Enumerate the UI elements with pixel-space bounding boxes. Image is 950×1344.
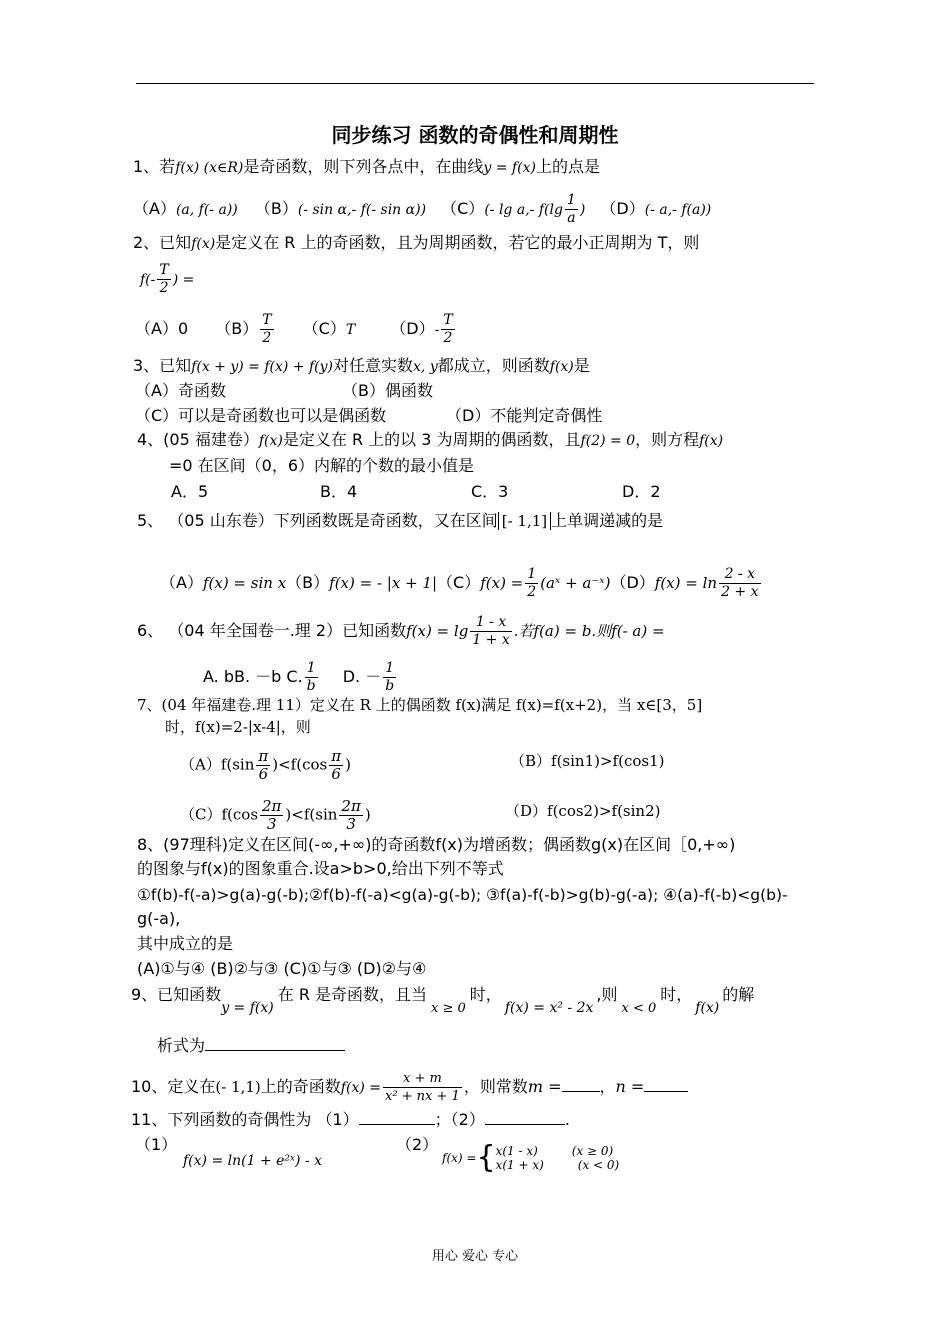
option-label: （A） [133, 199, 176, 218]
q10-interval: (- 1,1) [215, 1078, 261, 1096]
q6-option-c [305, 660, 318, 695]
option-label: （D） [390, 319, 435, 338]
question-10 [131, 1070, 688, 1105]
q11-case-2-condition: (x < 0) [577, 1157, 620, 1172]
q7-option-a [180, 748, 351, 783]
q3-option-b: （B）偶函数 [342, 381, 433, 400]
q1-option-c-tail: ) [579, 202, 586, 218]
q5-option-c-fraction [525, 566, 538, 601]
q2-option-c: T [345, 322, 356, 338]
q3-text: 3、已知 [133, 356, 192, 375]
option-label: （A） [160, 573, 203, 592]
q4-option-a: A．5 [171, 482, 209, 501]
q2-option-d-sign: - [434, 322, 440, 338]
q3-option-c: （C）可以是奇函数也可以是偶函数 [135, 406, 387, 425]
q2-option-d [441, 312, 454, 347]
fraction-numerator: π [258, 747, 269, 765]
question-1-stem [133, 156, 600, 179]
fraction-numerator: x + m [383, 1070, 462, 1088]
q10-expr: f(x) = [340, 1080, 381, 1096]
q7-option-a-text: ) [345, 755, 351, 774]
q6-option-d [383, 660, 396, 695]
q2-option-a: （A）0 [135, 319, 189, 338]
question-9-stem [131, 984, 755, 1016]
option-label: D. － [342, 667, 382, 686]
page-title: 同步练习 函数的奇偶性和周期性 [331, 123, 619, 147]
q9-text: 析式为 [157, 1036, 206, 1055]
q7-line1: 7、(04 年福建卷.理 11）定义在 R 上的偶函数 f(x)满足 f(x)=f(x+2)，当 x∈[3，5] [137, 696, 703, 714]
fraction-denominator: 3 [266, 815, 277, 833]
q1-option-c-fraction [565, 192, 578, 227]
q6-fraction [470, 614, 511, 649]
q8-line2: 的图象与f(x)的图象重合.设a>b>0,给出下列不等式 [137, 859, 504, 878]
fraction-denominator: 2 + x [721, 584, 759, 600]
q8-options: (A)①与④ (B)②与③ (C)①与③ (D)②与④ [137, 959, 427, 978]
q10-n-label: n = [615, 1077, 645, 1096]
q4-fx: f(x) [258, 433, 283, 449]
q11-part2-fx: f(x) = [442, 1151, 477, 1165]
q5-option-d: f(x) = ln [654, 574, 718, 592]
question-1-options [133, 192, 711, 227]
fraction-denominator: 2 [262, 330, 272, 346]
q9-function: y = f(x) [221, 1000, 274, 1016]
q7-option-d: （D）f(cos2)>f(sin2) [505, 802, 661, 820]
q2-fraction [157, 262, 170, 297]
q10-text: 上的奇函数 [260, 1077, 341, 1096]
q11-text: . [564, 1110, 570, 1129]
q3-option-a: （A）奇函数 [135, 381, 226, 400]
q9-text: 的解 [722, 985, 755, 1004]
fraction-denominator: 1 + x [472, 632, 510, 648]
question-3-stem [133, 355, 590, 378]
q11-part1-expr: f(x) = ln(1 + e²ˣ) - x [183, 1153, 322, 1169]
q9-text: 在 R 是奇函数，且当 [277, 985, 428, 1004]
q2-text: 2、已知 [133, 233, 192, 252]
q6-option-b: B. －b [234, 667, 282, 686]
q7-option-c-text: （C）f(cos [180, 805, 259, 824]
q4-option-d: D．2 [622, 482, 661, 501]
q7-option-a-text: （A）f(sin [180, 755, 255, 774]
q7-option-b: （B）f(sin1)>f(cos1) [510, 752, 665, 770]
q6-option-a: A. b [203, 667, 234, 686]
fraction-numerator: 1 - x [470, 614, 511, 632]
fraction-denominator: 2 [159, 280, 169, 296]
option-label: C. [286, 667, 303, 686]
q5-option-b: f(x) = - |x + 1| [329, 574, 438, 592]
q11-case-1-condition: (x ≥ 0) [571, 1143, 614, 1158]
q9-line2 [157, 1034, 345, 1057]
q10-text: ，则常数 [463, 1077, 528, 1096]
q5-interval: [- 1,1] [498, 512, 551, 530]
q11-case-1: x(1 - x) [495, 1143, 538, 1158]
q9-text: 9、已知函数 [131, 985, 222, 1004]
q1-text: 1、若 [133, 157, 176, 176]
question-11 [131, 1108, 570, 1131]
q2-option-b [260, 312, 273, 347]
answer-blank[interactable] [205, 1034, 345, 1051]
fraction-numerator: T [262, 312, 272, 328]
question-6-options [203, 660, 398, 695]
q7-option-c-fraction [260, 798, 283, 833]
q7-option-c-text: ) [364, 805, 371, 824]
q7-line2: 时，f(x)=2-|x-4|，则 [165, 718, 311, 736]
fraction-numerator: 1 [383, 660, 396, 678]
q4-text: ，则方程 [635, 430, 700, 449]
q7-option-c-fraction [339, 798, 362, 833]
q7-option-a-text: )<f(cos [272, 755, 328, 774]
q9-condition: x ≥ 0 [431, 1001, 466, 1016]
header-rule [136, 83, 814, 84]
q10-text: ， [599, 1077, 616, 1096]
fraction-denominator: x² + nx + 1 [384, 1089, 460, 1104]
q11-part2-expr [442, 1139, 620, 1175]
q3-text: 是 [573, 356, 590, 375]
question-4-stem [137, 429, 723, 452]
q2-expr: ) = [172, 272, 195, 288]
fraction-denominator: b [306, 678, 316, 694]
option-label: （B） [286, 573, 330, 592]
q3-text: 对任意实数 [333, 356, 414, 375]
fraction-numerator: T [159, 262, 169, 278]
q5-option-c-tail: (aˣ + a⁻ˣ) [540, 574, 611, 592]
option-label: （C） [441, 199, 485, 218]
q1-curve: y = f(x) [483, 160, 536, 176]
q8-line1: 8、(97理科)定义在区间(-∞,+∞)的奇函数f(x)为增函数；偶函数g(x)在区间［0,+∞) [137, 835, 736, 854]
q4-option-b: B．4 [320, 482, 358, 501]
fraction-numerator: 2π [262, 797, 282, 815]
question-5-stem [137, 510, 663, 532]
q3-option-d: （D）不能判定奇偶性 [446, 406, 603, 425]
fraction-numerator: 2 - x [719, 566, 760, 584]
q2-text: 是定义在 R 上的奇函数，且为周期函数，若它的最小正周期为 T，则 [215, 233, 700, 252]
answer-blank-1[interactable] [359, 1108, 435, 1125]
q4-text: 4、(05 福建卷） [137, 430, 259, 449]
q4-text: 是定义在 R 上的以 3 为周期的偶函数，且 [282, 430, 581, 449]
q5-option-d-fraction [719, 566, 760, 601]
q6-expr: f(x) = lg [406, 622, 469, 640]
q11-case-2: x(1 + x) [495, 1157, 544, 1172]
fraction-denominator: 6 [331, 765, 341, 783]
option-label: （C） [437, 573, 481, 592]
question-2-expression [140, 262, 194, 297]
left-brace-icon: { [476, 1139, 496, 1175]
q6-text: 6、 （04 年全国卷一.理 2）已知函数 [137, 621, 407, 640]
fraction-denominator: 2 [443, 330, 453, 346]
q9-text: ,则 [596, 985, 618, 1004]
fraction-numerator: 1 [566, 192, 576, 208]
q7-option-a-fraction [256, 748, 270, 783]
option-label: （D） [610, 573, 655, 592]
q2-expr: f(- [140, 272, 156, 288]
q1-option-c: (- lg a,- f(lg [484, 202, 563, 218]
q11-text: ；（2） [434, 1110, 485, 1129]
q9-condition: x < 0 [621, 1001, 657, 1016]
fraction-numerator: π [331, 747, 342, 765]
q1-condition: f(x) (x∈R) [175, 160, 244, 176]
q9-text: 时， [660, 985, 693, 1004]
question-6-stem [137, 614, 665, 649]
q11-part2-label: （2） [396, 1135, 439, 1154]
q5-option-a: f(x) = sin x [202, 574, 287, 592]
q4-option-c: C．3 [471, 482, 509, 501]
answer-blank-m[interactable] [562, 1075, 600, 1092]
fraction-numerator: 2π [341, 797, 361, 815]
q1-option-b: (- sin α,- f(- sin α)) [297, 202, 427, 218]
fraction-numerator: 1 [527, 566, 537, 582]
fraction-denominator: a [567, 210, 576, 226]
option-label: （B） [215, 319, 259, 338]
q1-text: 上的点是 [535, 157, 600, 176]
question-2-stem [133, 232, 699, 255]
q11-text: 11、下列函数的奇偶性为 （1） [131, 1110, 359, 1129]
q11-part1-label: （1） [135, 1135, 178, 1154]
q10-m-label: m = [527, 1077, 562, 1096]
q5-text: 5、 （05 山东卷）下列函数既是奇函数，又在区间 [137, 511, 498, 530]
q4-condition: f(2) = 0 [580, 433, 636, 449]
q5-text: 上单调递减的是 [551, 511, 664, 530]
q1-option-d: (- a,- f(a)) [644, 202, 712, 218]
q3-text: 都成立，则函数 [437, 356, 550, 375]
q6-expr: .若f(a) = b.则f(- a) = [513, 622, 665, 640]
fraction-denominator: 3 [346, 815, 356, 833]
option-label: （B） [254, 199, 298, 218]
q10-text: 10、定义在 [131, 1077, 216, 1096]
q3-fx: f(x) [549, 359, 574, 375]
q11-part2-cases [496, 1144, 620, 1172]
q9-expression: f(x) = x² - 2x [504, 1000, 594, 1016]
q8-line3: ①f(b)-f(-a)>g(a)-g(-b);②f(b)-f(-a)<g(a)-g(-b); ③f(a)-f(-b)>g(b)-g(-a); ④(a)-f(-b)<g(b)- [137, 886, 788, 904]
fraction-numerator: T [443, 312, 453, 328]
question-2-options [135, 312, 457, 347]
q8-line5: 其中成立的是 [137, 934, 234, 953]
fraction-numerator: 1 [305, 660, 318, 678]
q7-option-c-text: )<f(sin [285, 805, 338, 824]
q3-equation: f(x + y) = f(x) + f(y) [191, 359, 334, 375]
q8-line4: g(-a), [137, 909, 181, 928]
option-label: （D） [600, 199, 645, 218]
q5-option-c: f(x) = [480, 574, 524, 592]
q3-vars: x, y [413, 359, 438, 375]
page-footer: 用心 爱心 专心 [431, 1249, 519, 1264]
q10-fraction [383, 1070, 462, 1105]
q1-text: 是奇函数，则下列各点中，在曲线 [243, 157, 484, 176]
question-5-options [160, 566, 763, 601]
q7-option-c [180, 798, 371, 833]
q1-option-a: (a, f(- a)) [175, 202, 238, 218]
fraction-denominator: 2 [527, 584, 537, 600]
q2-fx: f(x) [191, 236, 216, 252]
q4-line2: =0 在区间（0，6）内解的个数的最小值是 [169, 456, 475, 475]
q7-option-a-fraction [329, 748, 343, 783]
answer-blank-n[interactable] [644, 1075, 688, 1092]
fraction-denominator: 6 [258, 765, 269, 783]
answer-blank-2[interactable] [485, 1108, 565, 1125]
q9-text: 时， [469, 985, 502, 1004]
fraction-denominator: b [385, 678, 395, 694]
q4-fx: f(x) [699, 433, 724, 449]
q9-fx: f(x) [695, 1000, 720, 1016]
option-label: （C） [302, 319, 346, 338]
